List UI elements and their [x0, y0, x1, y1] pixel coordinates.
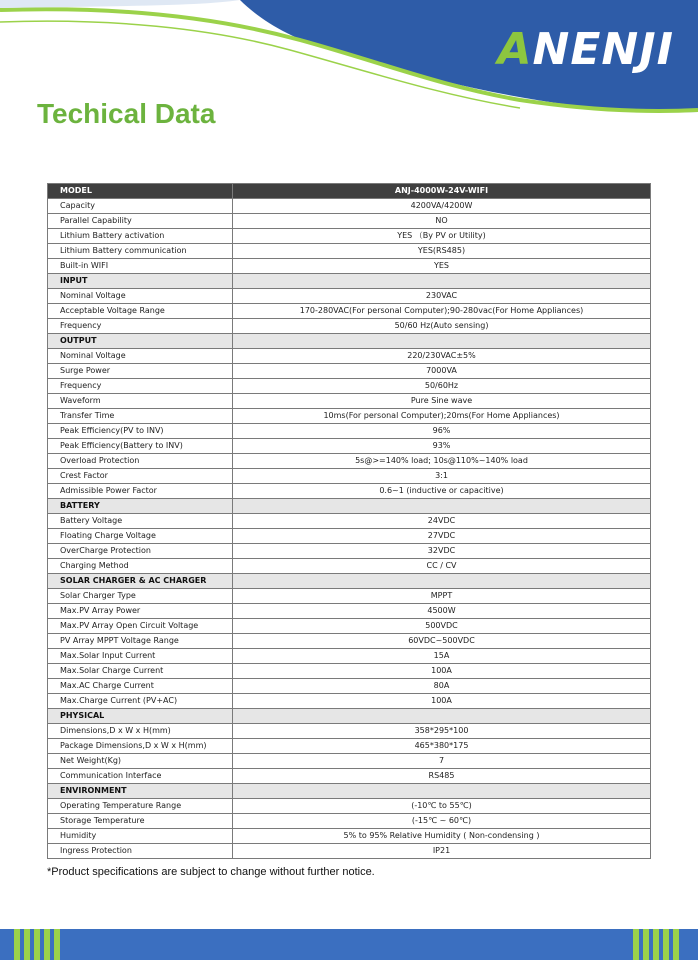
spec-value: 5s@>=140% load; 10s@110%~140% load	[233, 454, 651, 469]
spec-value: 32VDC	[233, 544, 651, 559]
footer-bar	[0, 929, 698, 960]
page-title: Techical Data	[37, 98, 216, 129]
spec-label: Max.Solar Charge Current	[48, 664, 233, 679]
spec-value: 7000VA	[233, 364, 651, 379]
table-row	[48, 829, 651, 844]
spec-label: Operating Temperature Range	[48, 799, 233, 814]
table-row	[48, 739, 651, 754]
table-row	[48, 454, 651, 469]
table-row	[48, 814, 651, 829]
table-row	[48, 679, 651, 694]
spec-value: 7	[233, 754, 651, 769]
spec-value: 50/60 Hz(Auto sensing)	[233, 319, 651, 334]
table-row	[48, 664, 651, 679]
table-row	[48, 559, 651, 574]
table-row	[48, 604, 651, 619]
spec-value: 100A	[233, 664, 651, 679]
spec-value: 96%	[233, 424, 651, 439]
spec-label: MODEL	[48, 184, 233, 199]
spec-value: 50/60Hz	[233, 379, 651, 394]
spec-value: 220/230VAC±5%	[233, 349, 651, 364]
spec-value: IP21	[233, 844, 651, 859]
spec-label: Battery Voltage	[48, 514, 233, 529]
table-row	[48, 319, 651, 334]
table-row	[48, 529, 651, 544]
section-title: SOLAR CHARGER & AC CHARGER	[48, 574, 233, 589]
spec-label: Frequency	[48, 319, 233, 334]
table-section-row	[48, 334, 651, 349]
spec-label: Admissible Power Factor	[48, 484, 233, 499]
table-row	[48, 364, 651, 379]
table-row	[48, 379, 651, 394]
spec-value: (-10℃ to 55℃)	[233, 799, 651, 814]
spec-label: Crest Factor	[48, 469, 233, 484]
spec-value: 0.6~1 (inductive or capacitive)	[233, 484, 651, 499]
table-row	[48, 214, 651, 229]
spec-value: 358*295*100	[233, 724, 651, 739]
spec-label: Max.AC Charge Current	[48, 679, 233, 694]
spec-label: Max.PV Array Power	[48, 604, 233, 619]
spec-label: Nominal Voltage	[48, 289, 233, 304]
spec-table	[47, 183, 651, 859]
spec-value: RS485	[233, 769, 651, 784]
table-row	[48, 649, 651, 664]
spec-value: CC / CV	[233, 559, 651, 574]
table-row	[48, 634, 651, 649]
table-section-row	[48, 499, 651, 514]
spec-value: 27VDC	[233, 529, 651, 544]
spec-value: 465*380*175	[233, 739, 651, 754]
brand-logo: ANENJI	[497, 24, 674, 75]
table-row	[48, 394, 651, 409]
spec-label: Solar Charger Type	[48, 589, 233, 604]
spec-value: 4200VA/4200W	[233, 199, 651, 214]
table-row	[48, 439, 651, 454]
spec-value: NO	[233, 214, 651, 229]
table-row	[48, 244, 651, 259]
section-title: OUTPUT	[48, 334, 233, 349]
spec-label: Peak Efficiency(PV to INV)	[48, 424, 233, 439]
spec-value: YES	[233, 259, 651, 274]
spec-label: Surge Power	[48, 364, 233, 379]
table-row	[48, 514, 651, 529]
section-title: INPUT	[48, 274, 233, 289]
spec-label: Transfer Time	[48, 409, 233, 424]
spec-label: Net Weight(Kg)	[48, 754, 233, 769]
spec-label: OverCharge Protection	[48, 544, 233, 559]
spec-label: Lithium Battery activation	[48, 229, 233, 244]
spec-value: YES(RS485)	[233, 244, 651, 259]
spec-value: 93%	[233, 439, 651, 454]
spec-value: MPPT	[233, 589, 651, 604]
table-row	[48, 229, 651, 244]
table-header-row	[48, 184, 651, 199]
table-row	[48, 424, 651, 439]
table-row	[48, 619, 651, 634]
spec-label: Overload Protection	[48, 454, 233, 469]
spec-label: Floating Charge Voltage	[48, 529, 233, 544]
section-title: ENVIRONMENT	[48, 784, 233, 799]
spec-label: Lithium Battery communication	[48, 244, 233, 259]
spec-label: Package Dimensions,D x W x H(mm)	[48, 739, 233, 754]
table-row	[48, 349, 651, 364]
spec-label: Communication Interface	[48, 769, 233, 784]
table-row	[48, 484, 651, 499]
table-row	[48, 589, 651, 604]
spec-label: Max.Solar Input Current	[48, 649, 233, 664]
table-row	[48, 754, 651, 769]
spec-value: 100A	[233, 694, 651, 709]
table-row	[48, 289, 651, 304]
spec-label: Built-in WIFI	[48, 259, 233, 274]
spec-label: Parallel Capability	[48, 214, 233, 229]
spec-label: Humidity	[48, 829, 233, 844]
section-spacer	[233, 334, 651, 349]
spec-value: 80A	[233, 679, 651, 694]
table-row	[48, 199, 651, 214]
spec-label: Dimensions,D x W x H(mm)	[48, 724, 233, 739]
spec-value: ANJ-4000W-24V-WIFI	[233, 184, 651, 199]
spec-value: 230VAC	[233, 289, 651, 304]
spec-label: Max.Charge Current (PV+AC)	[48, 694, 233, 709]
section-title: BATTERY	[48, 499, 233, 514]
spec-label: Peak Efficiency(Battery to INV)	[48, 439, 233, 454]
table-row	[48, 544, 651, 559]
spec-value: 10ms(For personal Computer);20ms(For Home Appliances)	[233, 409, 651, 424]
spec-value: 60VDC~500VDC	[233, 634, 651, 649]
spec-value: 4500W	[233, 604, 651, 619]
table-section-row	[48, 274, 651, 289]
table-section-row	[48, 574, 651, 589]
spec-value: 15A	[233, 649, 651, 664]
section-spacer	[233, 784, 651, 799]
table-row	[48, 724, 651, 739]
spec-value: YES （By PV or Utility)	[233, 229, 651, 244]
spec-label: Frequency	[48, 379, 233, 394]
table-section-row	[48, 709, 651, 724]
section-spacer	[233, 499, 651, 514]
spec-value: Pure Sine wave	[233, 394, 651, 409]
spec-label: PV Array MPPT Voltage Range	[48, 634, 233, 649]
section-spacer	[233, 574, 651, 589]
spec-value: 170-280VAC(For personal Computer);90-280vac(For Home Appliances)	[233, 304, 651, 319]
table-row	[48, 799, 651, 814]
section-spacer	[233, 709, 651, 724]
table-row	[48, 769, 651, 784]
spec-label: Ingress Protection	[48, 844, 233, 859]
table-section-row	[48, 784, 651, 799]
spec-value: 500VDC	[233, 619, 651, 634]
table-row	[48, 469, 651, 484]
table-row	[48, 409, 651, 424]
section-title: PHYSICAL	[48, 709, 233, 724]
spec-label: Max.PV Array Open Circuit Voltage	[48, 619, 233, 634]
spec-label: Acceptable Voltage Range	[48, 304, 233, 319]
spec-value: 3:1	[233, 469, 651, 484]
table-row	[48, 694, 651, 709]
table-row	[48, 304, 651, 319]
footer-stripes	[0, 929, 698, 960]
spec-label: Charging Method	[48, 559, 233, 574]
spec-label: Waveform	[48, 394, 233, 409]
spec-label: Nominal Voltage	[48, 349, 233, 364]
table-row	[48, 844, 651, 859]
spec-value: 5% to 95% Relative Humidity ( Non-condensing )	[233, 829, 651, 844]
footnote: *Product specifications are subject to change without further notice.	[47, 866, 375, 878]
section-spacer	[233, 274, 651, 289]
spec-value: 24VDC	[233, 514, 651, 529]
spec-label: Capacity	[48, 199, 233, 214]
spec-value: (-15℃ ~ 60℃)	[233, 814, 651, 829]
spec-label: Storage Temperature	[48, 814, 233, 829]
table-row	[48, 259, 651, 274]
